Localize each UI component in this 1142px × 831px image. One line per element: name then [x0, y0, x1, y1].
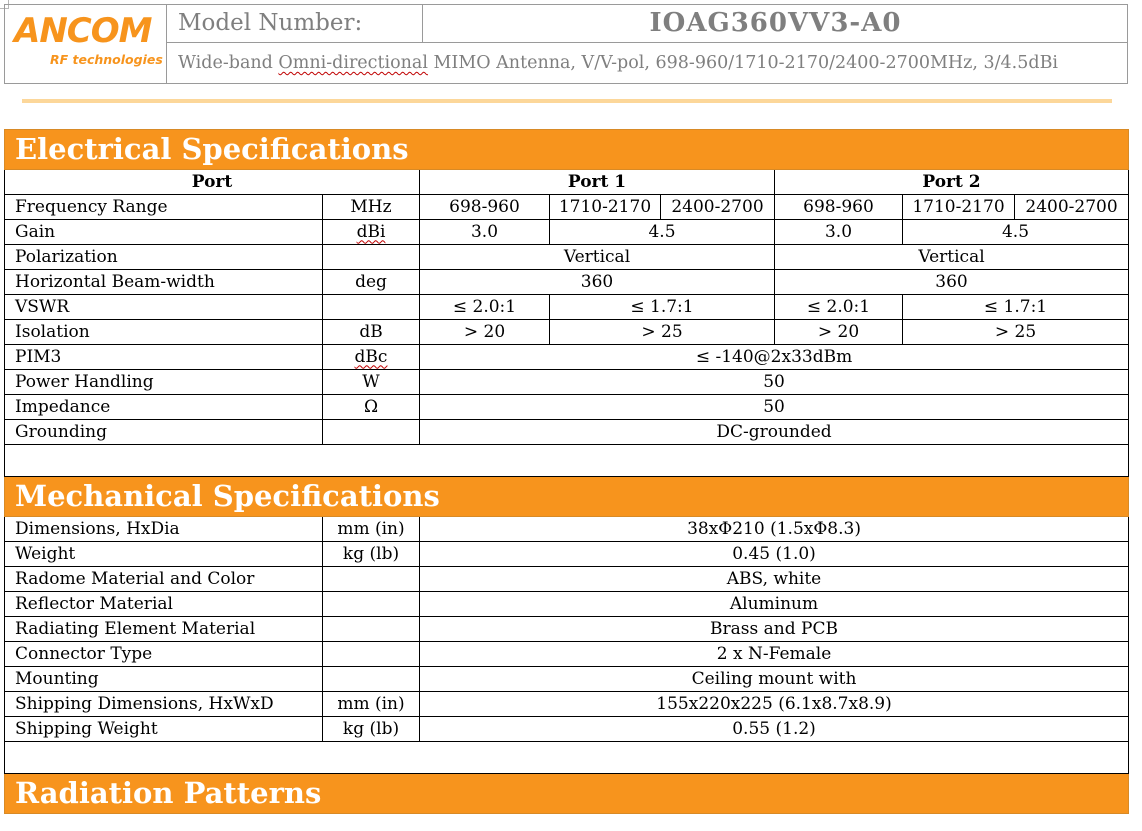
- spec-value: Brass and PCB: [420, 617, 1129, 642]
- spec-label: Connector Type: [5, 642, 323, 667]
- spec-value: ≤ 1.7:1: [903, 295, 1129, 320]
- column-header-port: Port: [5, 170, 420, 195]
- spec-unit: [323, 667, 420, 692]
- spec-unit: dB: [323, 320, 420, 345]
- table-row: [5, 220, 1129, 245]
- spec-unit: [323, 295, 420, 320]
- spec-value: > 25: [903, 320, 1129, 345]
- spec-label: Radiating Element Material: [5, 617, 323, 642]
- spec-label: Shipping Weight: [5, 717, 323, 742]
- model-number-value: IOAG360VV3-A0: [649, 8, 902, 38]
- spec-unit: [323, 592, 420, 617]
- spec-value: 2400-2700: [1015, 195, 1129, 220]
- table-row: [5, 420, 1129, 445]
- section-title: Electrical Specifications: [5, 130, 1129, 170]
- spec-value: > 20: [420, 320, 550, 345]
- company-logo-tagline: RF technologies: [50, 52, 163, 67]
- header-divider: [22, 99, 1112, 103]
- spec-value: Ceiling mount with: [420, 667, 1129, 692]
- spec-value: Aluminum: [420, 592, 1129, 617]
- spec-value: ABS, white: [420, 567, 1129, 592]
- table-row: [5, 370, 1129, 395]
- spec-value: 2400-2700: [661, 195, 775, 220]
- spec-label: Grounding: [5, 420, 323, 445]
- spec-value: ≤ 1.7:1: [550, 295, 775, 320]
- spec-label: Frequency Range: [5, 195, 323, 220]
- spec-label: Reflector Material: [5, 592, 323, 617]
- spec-value: 4.5: [550, 220, 775, 245]
- section-title: Mechanical Specifications: [5, 477, 1129, 517]
- table-row: [5, 320, 1129, 345]
- spacer-row: [5, 445, 1129, 477]
- spec-unit: mm (in): [323, 517, 420, 542]
- spec-label: Shipping Dimensions, HxWxD: [5, 692, 323, 717]
- table-row: [5, 395, 1129, 420]
- spec-value: Vertical: [420, 245, 775, 270]
- spec-value: 360: [420, 270, 775, 295]
- spec-unit: dBi: [323, 220, 420, 245]
- spec-label: VSWR: [5, 295, 323, 320]
- section-header-mechanical: [5, 477, 1129, 517]
- table-row: [5, 667, 1129, 692]
- document-header: [4, 4, 1128, 84]
- table-row: [5, 567, 1129, 592]
- spec-label: Weight: [5, 542, 323, 567]
- spec-unit: dBc: [323, 345, 420, 370]
- company-logo: ANCOM: [14, 11, 152, 51]
- table-row: [5, 195, 1129, 220]
- spacer-row: [5, 742, 1129, 774]
- spec-value: Vertical: [775, 245, 1129, 270]
- spec-value: > 20: [775, 320, 903, 345]
- spec-value: 4.5: [903, 220, 1129, 245]
- spec-value: 698-960: [420, 195, 550, 220]
- spec-value: 1710-2170: [903, 195, 1015, 220]
- spec-unit: deg: [323, 270, 420, 295]
- spec-label: Impedance: [5, 395, 323, 420]
- section-header-electrical: [5, 130, 1129, 170]
- spec-value: 155x220x225 (6.1x8.7x8.9): [420, 692, 1129, 717]
- spec-unit: [323, 567, 420, 592]
- table-row: [5, 617, 1129, 642]
- spec-unit: kg (lb): [323, 717, 420, 742]
- table-row: [5, 345, 1129, 370]
- spec-value: 50: [420, 395, 1129, 420]
- spec-label: Mounting: [5, 667, 323, 692]
- spec-value: DC-grounded: [420, 420, 1129, 445]
- spec-label: Radome Material and Color: [5, 567, 323, 592]
- table-row: [5, 170, 1129, 195]
- table-row: [5, 245, 1129, 270]
- spec-label: Isolation: [5, 320, 323, 345]
- spec-unit: [323, 642, 420, 667]
- product-description: Wide-band Omni-directional MIMO Antenna, V/V-pol, 698-960/1710-2170/2400-2700MHz, 3/4.5dBi: [178, 53, 1059, 73]
- spec-unit: MHz: [323, 195, 420, 220]
- spec-label: Polarization: [5, 245, 323, 270]
- section-header-radiation: [5, 774, 1129, 814]
- spec-value: 360: [775, 270, 1129, 295]
- spec-label: Dimensions, HxDia: [5, 517, 323, 542]
- table-row: [5, 692, 1129, 717]
- spec-unit: W: [323, 370, 420, 395]
- spec-label: Gain: [5, 220, 323, 245]
- spec-value: 38xΦ210 (1.5xΦ8.3): [420, 517, 1129, 542]
- table-row: [5, 542, 1129, 567]
- spec-unit: [323, 420, 420, 445]
- table-row: [5, 642, 1129, 667]
- table-row: [5, 295, 1129, 320]
- spec-unit: mm (in): [323, 692, 420, 717]
- column-header-port2: Port 2: [775, 170, 1129, 195]
- table-row: [5, 270, 1129, 295]
- section-title: Radiation Patterns: [5, 774, 1129, 814]
- spec-value: ≤ 2.0:1: [775, 295, 903, 320]
- spec-unit: [323, 245, 420, 270]
- spec-value: ≤ 2.0:1: [420, 295, 550, 320]
- table-row: [5, 717, 1129, 742]
- spec-value: 698-960: [775, 195, 903, 220]
- model-number-label: Model Number:: [178, 10, 363, 36]
- column-header-port1: Port 1: [420, 170, 775, 195]
- spec-value: 50: [420, 370, 1129, 395]
- spec-label: Horizontal Beam-width: [5, 270, 323, 295]
- spec-value: 3.0: [775, 220, 903, 245]
- spec-label: Power Handling: [5, 370, 323, 395]
- spec-value: > 25: [550, 320, 775, 345]
- specifications-table: [4, 129, 1129, 814]
- spec-value: ≤ -140@2x33dBm: [420, 345, 1129, 370]
- table-row: [5, 517, 1129, 542]
- spec-value: 0.55 (1.2): [420, 717, 1129, 742]
- spec-value: 0.45 (1.0): [420, 542, 1129, 567]
- spec-value: 2 x N-Female: [420, 642, 1129, 667]
- table-row: [5, 592, 1129, 617]
- spec-unit: kg (lb): [323, 542, 420, 567]
- spec-value: 3.0: [420, 220, 550, 245]
- spec-label: PIM3: [5, 345, 323, 370]
- spellcheck-word: Omni-directional: [278, 53, 428, 73]
- spec-unit: [323, 617, 420, 642]
- spec-unit: Ω: [323, 395, 420, 420]
- spec-value: 1710-2170: [550, 195, 661, 220]
